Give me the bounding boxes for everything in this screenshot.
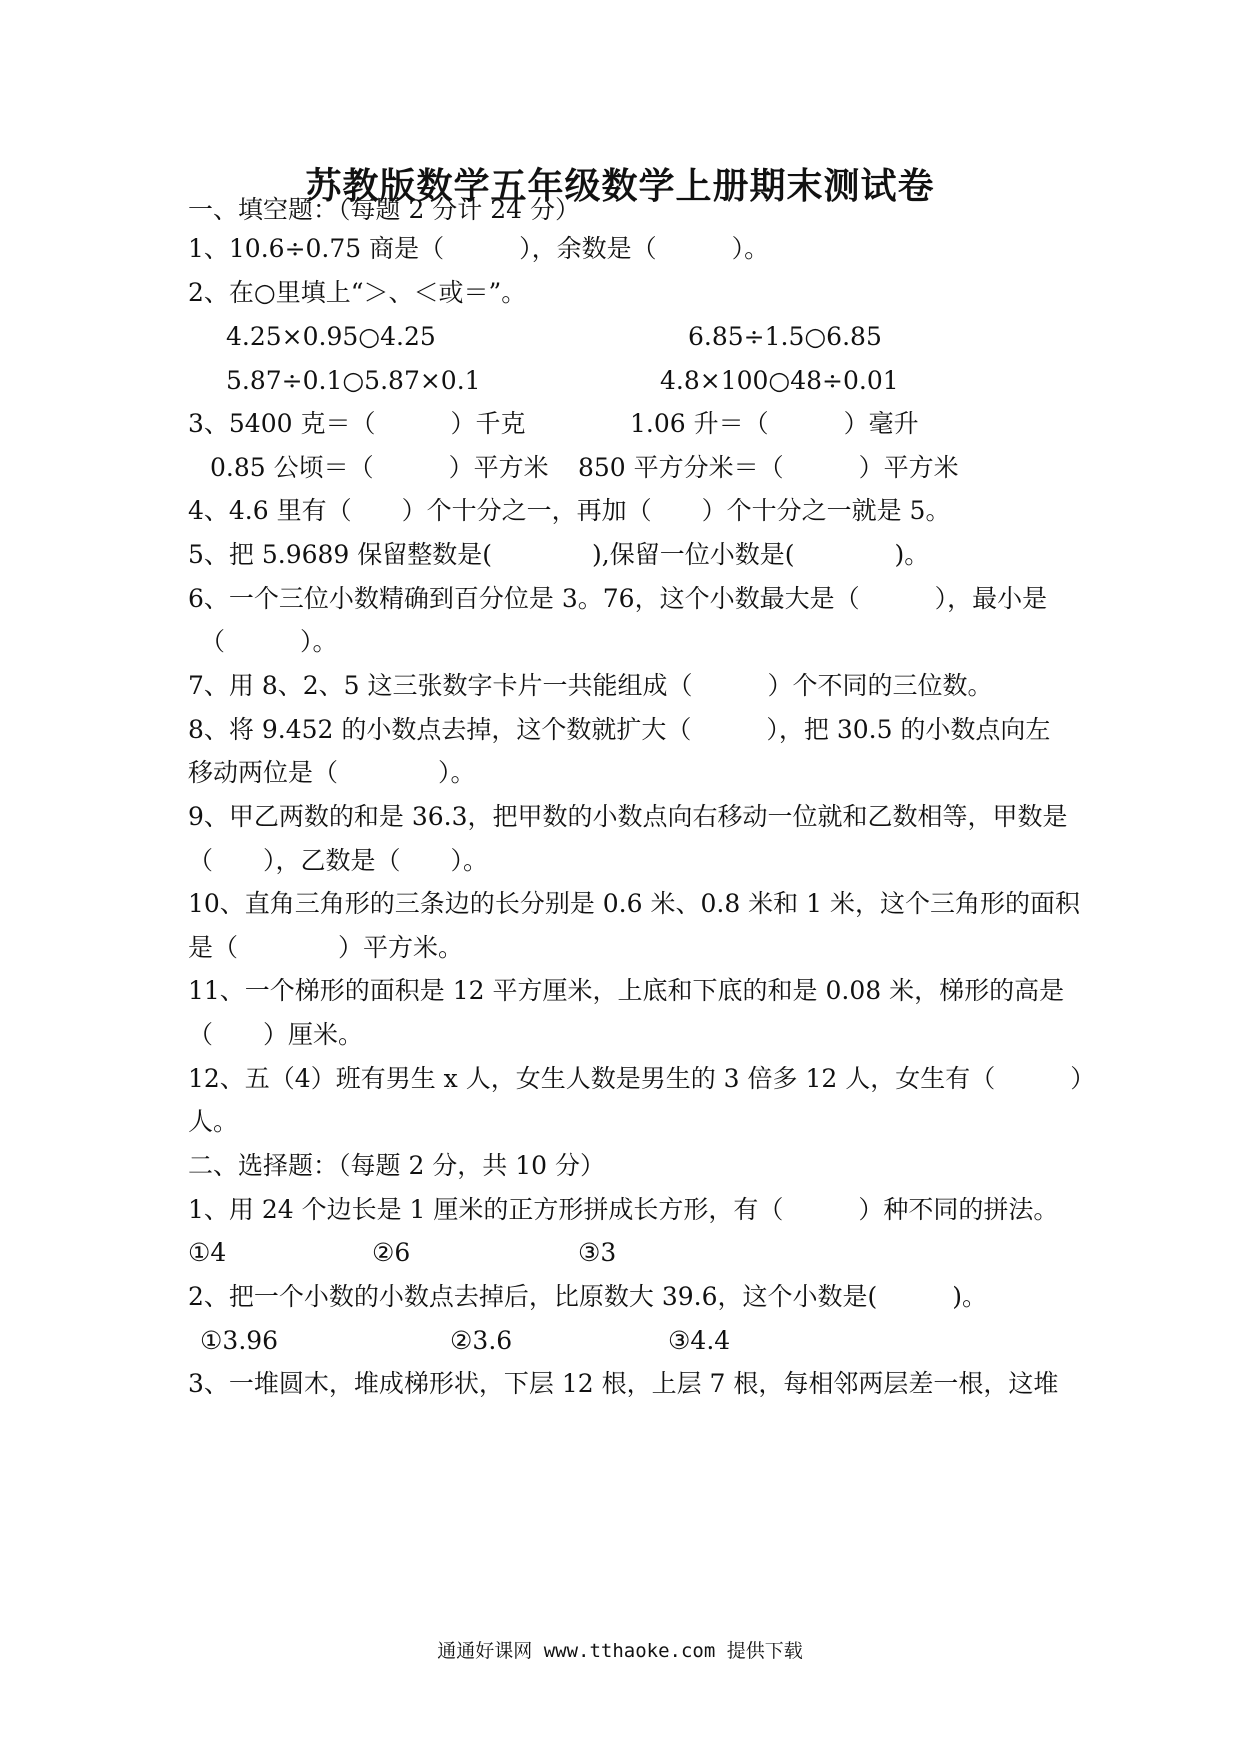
q1-2-c: 5.87÷0.1○5.87×0.1	[226, 366, 481, 395]
q1-2-a: 4.25×0.95○4.25	[226, 322, 436, 351]
q1-6: 6、一个三位小数精确到百分位是 3。76，这个小数最大是（ ），最小是	[188, 584, 1048, 613]
section2-heading: 二、选择题：（每题 2 分，共 10 分）	[188, 1151, 606, 1180]
q1-8-cont: 移动两位是（ ）。	[188, 758, 476, 787]
q1-3-c: 0.85 公顷＝（ ）平方米	[210, 453, 549, 482]
q2-1-option-2: ②6	[372, 1238, 411, 1267]
q2-2-option-1: ①3.96	[200, 1326, 279, 1355]
q1-9: 9、甲乙两数的和是 36.3，把甲数的小数点向右移动一位就和乙数相等，甲数是	[188, 802, 1068, 831]
q1-4: 4、4.6 里有（ ）个十分之一，再加（ ）个十分之一就是 5。	[188, 496, 951, 525]
q2-1-option-3: ③3	[578, 1238, 617, 1267]
q2-2-option-2: ②3.6	[450, 1326, 513, 1355]
q2-1: 1、用 24 个边长是 1 厘米的正方形拼成长方形，有（ ）种不同的拼法。	[188, 1195, 1059, 1224]
q1-6-cont: （ ）。	[200, 627, 338, 656]
q1-1: 1、10.6÷0.75 商是（ ），余数是（ ）。	[188, 234, 770, 263]
q1-8: 8、将 9.452 的小数点去掉，这个数就扩大（ ），把 30.5 的小数点向左	[188, 715, 1051, 744]
section1-heading: 一、填空题：（每题 2 分计 24 分）	[188, 195, 581, 224]
q1-2: 2、在○里填上“＞、＜或＝”。	[188, 278, 527, 307]
q1-2-b: 6.85÷1.5○6.85	[688, 322, 882, 351]
q1-12: 12、五（4）班有男生 x 人，女生人数是男生的 3 倍多 12 人，女生有（ ）	[188, 1064, 1096, 1093]
page-title: 苏教版数学五年级数学上册期末测试卷	[305, 165, 935, 207]
q1-12-cont: 人。	[188, 1107, 239, 1136]
q1-3-b: 1.06 升＝（ ）毫升	[630, 409, 919, 438]
q2-2-option-3: ③4.4	[668, 1326, 731, 1355]
q1-10-cont: 是（ ）平方米。	[188, 933, 464, 962]
q1-3-d: 850 平方分米＝（ ）平方米	[578, 453, 959, 482]
q2-2: 2、把一个小数的小数点去掉后，比原数大 39.6，这个小数是( )。	[188, 1282, 988, 1311]
q2-3: 3、一堆圆木，堆成梯形状，下层 12 根，上层 7 根，每相邻两层差一根，这堆	[188, 1369, 1059, 1398]
q1-7: 7、用 8、2、5 这三张数字卡片一共能组成（ ）个不同的三位数。	[188, 671, 993, 700]
q1-10: 10、直角三角形的三条边的长分别是 0.6 米、0.8 米和 1 米，这个三角形的面积	[188, 889, 1080, 918]
q1-3-a: 3、5400 克＝（ ）千克	[188, 409, 526, 438]
page-footer: 通通好课网 www.tthaoke.com 提供下载	[437, 1640, 803, 1662]
q1-2-d: 4.8×100○48÷0.01	[660, 366, 899, 395]
q1-11: 11、一个梯形的面积是 12 平方厘米，上底和下底的和是 0.08 米，梯形的高是	[188, 976, 1065, 1005]
q1-5: 5、把 5.9689 保留整数是( ),保留一位小数是( )。	[188, 540, 930, 569]
q1-11-cont: （ ）厘米。	[188, 1020, 364, 1049]
q1-9-cont: （ ），乙数是（ ）。	[188, 846, 489, 875]
q2-1-option-1: ①4	[188, 1238, 227, 1267]
